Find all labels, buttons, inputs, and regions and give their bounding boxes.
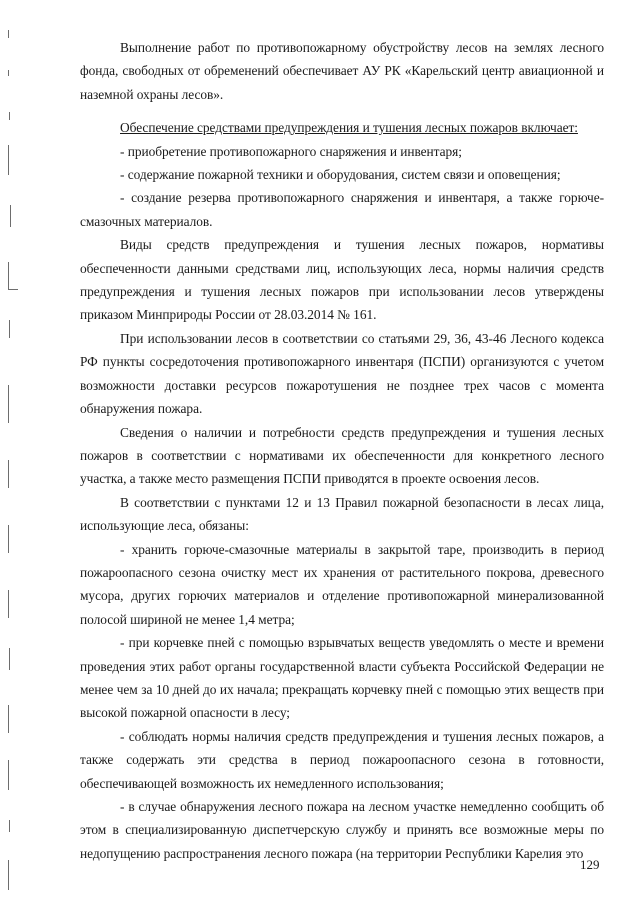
list-item: - приобретение противопожарного снаряжения и инвентаря; [120, 143, 462, 159]
paragraph-intro: Выполнение работ по противопожарному обустройству лесов на землях лесного фонда, свободных от обременений обеспечивает АУ РК «Карельский центр авиационной и наземной охраны лесов». [80, 40, 604, 102]
scan-binding-edge [0, 0, 22, 905]
list-item: - в случае обнаружения лесного пожара на лесном участке немедленно сообщить об этом в специализированную диспетчерскую службу и принять все возможные меры по недопущению распространения лесного пожара (на территории Республики Карелия это [80, 799, 604, 861]
section-heading-text: Обеспечение средствами предупреждения и тушения лесных пожаров включает: [120, 120, 578, 136]
paragraph: Сведения о наличии и потребности средств предупреждения и тушения лесных пожаров в соответствии с нормативами их обеспеченности для конкретного лесного участка, а также место размещения ПСПИ приводятся в проекте освоения лесов. [80, 424, 604, 487]
paragraph: Виды средств предупреждения и тушения лесных пожаров, нормативы обеспеченности данными средствами лиц, использующих леса, нормы наличия средств предупреждения и тушения лесных пожаров при использовании лесов утверждены приказом Минприроды России от 28.03.2014 № 161. [80, 237, 604, 323]
paragraph: В соответствии с пунктами 12 и 13 Правил пожарной безопасности в лесах лица, использующие леса, обязаны: [80, 494, 604, 534]
page-number: 129 [580, 857, 600, 872]
section-heading [80, 116, 604, 139]
list-item: - создание резерва противопожарного снаряжения и инвентаря, а также горюче-смазочных материалов. [80, 190, 604, 229]
list-item: - хранить горюче-смазочные материалы в закрытой таре, производить в период пожароопасного сезона очистку мест их хранения от растительного покрова, древесного мусора, других горючих материалов и отделение противопожарной минерализованной полосой шириной не менее 1,4 метра; [80, 541, 604, 627]
document-page [80, 36, 604, 865]
list-item: - содержание пожарной техники и оборудования, систем связи и оповещения; [120, 167, 561, 183]
list-item: - соблюдать нормы наличия средств предупреждения и тушения лесных пожаров, а также содержать эти средства в период пожароопасного сезона в готовности, обеспечивающей возможность их немедленного использования; [80, 728, 604, 791]
list-item: - при корчевке пней с помощью взрывчатых веществ уведомлять о месте и времени проведения этих работ органы государственной власти субъекта Российской Федерации не менее чем за 10 дней до их начала; прекращать корчевку пней с помощью этих веществ при высокой пожарной опасности в лесу; [80, 635, 604, 721]
paragraph: При использовании лесов в соответствии со статьями 29, 36, 43-46 Лесного кодекса РФ пункты сосредоточения противопожарного инвентаря (ПСПИ) организуются с учетом возможности доставки ресурсов пожаротушения не позднее трех часов с момента обнаружения пожара. [80, 330, 604, 417]
